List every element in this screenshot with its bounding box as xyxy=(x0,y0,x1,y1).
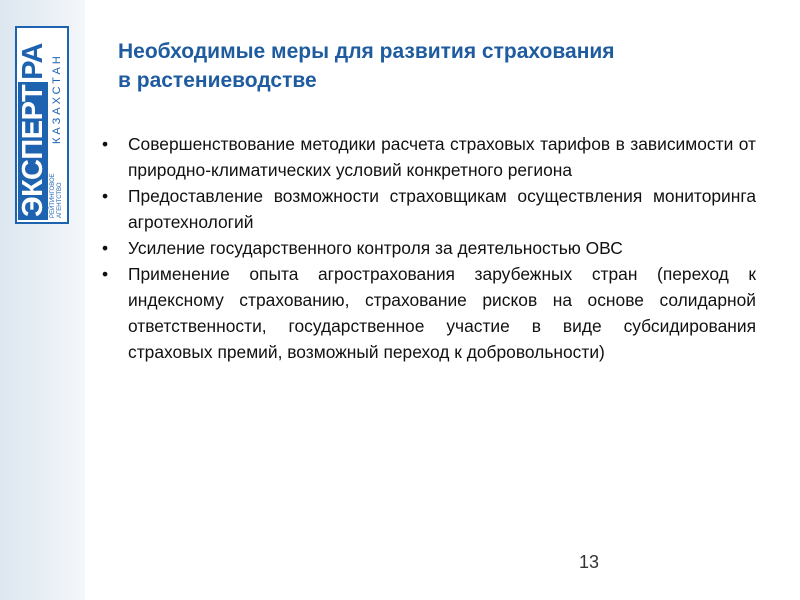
bullet-marker: • xyxy=(102,264,109,284)
bullet-text: Применение опыта агрострахования зарубежных стран (переход к индексному страхованию, страхование рисков на основе солидарной ответственности, государственное участие в виде субсидирования страховых премий, возможный переход к добровольности) xyxy=(128,264,756,362)
page-number: 13 xyxy=(579,552,600,572)
bullet-text: Предоставление возможности страховщикам осуществления мониторинга агротехнологий xyxy=(128,186,756,232)
bullet-text: Совершенствование методики расчета страховых тарифов в зависимости от природно-климатических условий конкретного региона xyxy=(128,134,756,180)
bullet-marker: • xyxy=(102,134,109,154)
expert-ra-logo xyxy=(15,26,69,224)
logo-word-expert: ЭКСПЕРТ xyxy=(18,82,48,220)
logo-subtitle-agency: РЕЙТИНГОВОЕ АГЕНТСТВО xyxy=(50,173,63,218)
logo-word-ra: РА xyxy=(17,42,49,80)
slide-title-line-2: в растениеводстве xyxy=(118,69,317,92)
bullet-item xyxy=(100,235,756,261)
bullet-marker: • xyxy=(102,238,109,258)
logo-main-wordmark xyxy=(18,41,48,220)
bullet-text: Усиление государственного контроля за деятельностью ОВС xyxy=(128,238,623,258)
logo-subtitle-country: КАЗАХСТАН xyxy=(51,53,63,144)
bullet-item xyxy=(100,183,756,235)
logo-rotated-text xyxy=(17,28,67,222)
bullet-item xyxy=(100,261,756,365)
bullet-list xyxy=(100,131,756,365)
bullet-item xyxy=(100,131,756,183)
slide-title xyxy=(118,37,768,95)
slide-title-line-1: Необходимые меры для развития страхования xyxy=(118,40,615,63)
bullet-marker: • xyxy=(102,186,109,206)
